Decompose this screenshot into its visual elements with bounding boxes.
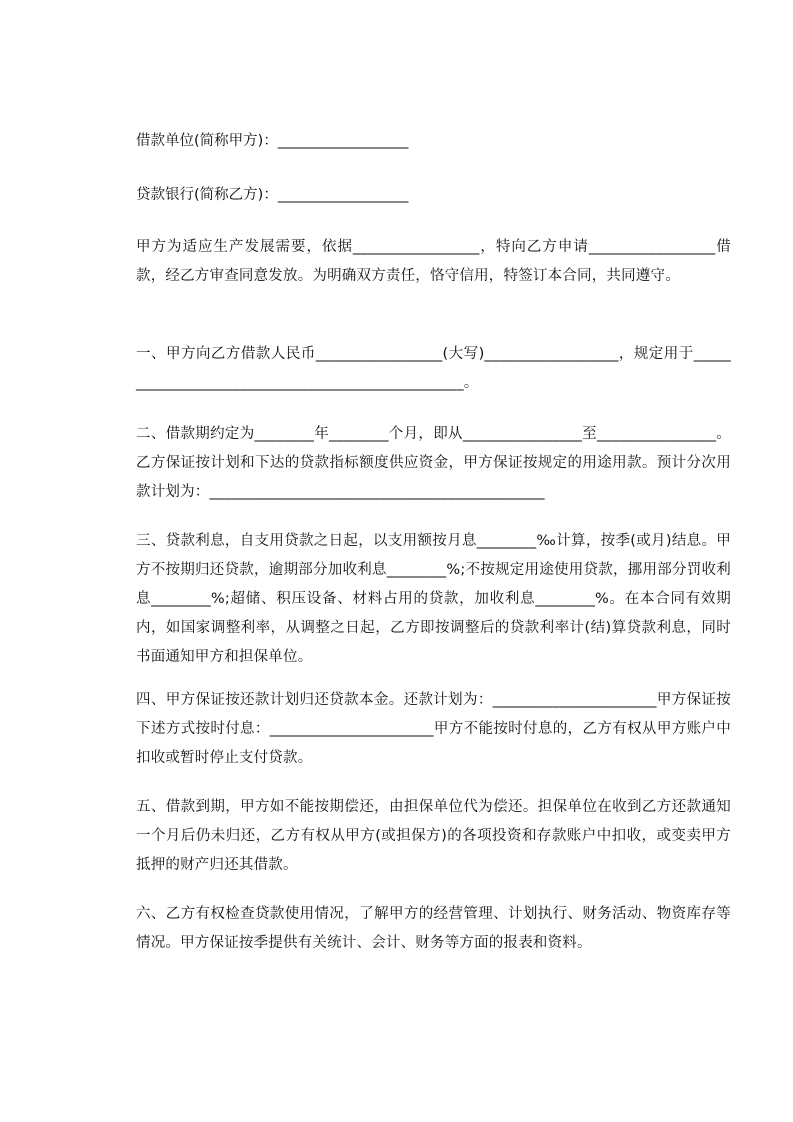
lender-field: 贷款银行(简称乙方)：__________________ — [136, 187, 409, 203]
clause-6-paragraph: 六、乙方有权检查贷款使用情况，了解甲方的经营管理、计划执行、财务活动、物资库存等情况。甲方保证按季提供有关统计、会计、财务等方面的报表和资料。 — [136, 906, 731, 951]
clause-4-paragraph: 四、甲方保证按还款计划归还贷款本金。还款计划为：______________________甲方保证按下述方式按时付息：______________________甲方不能按时付息的，乙方有权从甲方账户中扣收或暂时停止支付贷款。 — [136, 692, 731, 766]
clause-2-paragraph: 二、借款期约定为________年________个月，即从________________至________________。乙方保证按计划和下达的贷款指标额度供应资金，甲方保证按规定的用途用款。预计分次用款计划为：_____________________________________________ — [136, 426, 731, 500]
borrower-field: 借款单位(简称甲方)：__________________ — [136, 133, 409, 149]
intro-paragraph: 甲方为适应生产发展需要，依据_________________，特向乙方申请_________________借款，经乙方审查同意发放。为明确双方责任，恪守信用，特签订本合同，共同遵守。 — [136, 239, 731, 284]
clause-3-paragraph: 三、贷款利息，自支用贷款之日起，以支用额按月息________‰计算，按季(或月)结息。甲方不按期归还贷款，逾期部分加收利息________%;不按规定用途使用贷款，挪用部分罚收利息________%;超储、积压设备、材料占用的贷款，加收利息________%。在本合同有效期内，如国家调整利率，从调整之日起，乙方即按调整后的贷款利率计(结)算贷款利息，同时书面通知甲方和担保单位。 — [136, 533, 731, 665]
clause-5-paragraph: 五、借款到期，甲方如不能按期偿还，由担保单位代为偿还。担保单位在收到乙方还款通知一个月后仍未归还，乙方有权从甲方(或担保方)的各项投资和存款账户中扣收，或变卖甲方抵押的财产归还其借款。 — [136, 799, 731, 873]
clause-1-paragraph: 一、甲方向乙方借款人民币_________________(大写)__________________，规定用于_________________________________________________。 — [136, 346, 731, 391]
